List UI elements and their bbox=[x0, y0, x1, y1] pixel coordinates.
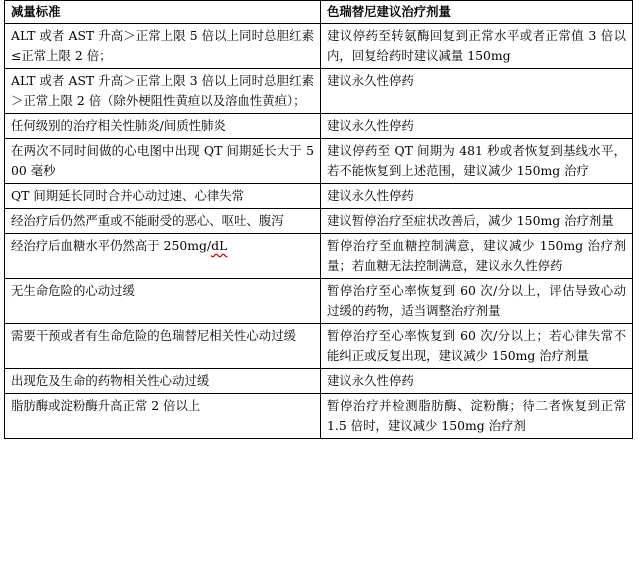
table-row bbox=[5, 209, 633, 234]
recommendation-cell: 建议永久性停药 bbox=[321, 184, 633, 209]
header-recommended-dose: 色瑞替尼建议治疗剂量 bbox=[321, 1, 633, 24]
spellcheck-underlined-unit: dL bbox=[211, 238, 228, 253]
table-row bbox=[5, 139, 633, 184]
recommendation-cell: 建议永久性停药 bbox=[321, 69, 633, 114]
table-row bbox=[5, 394, 633, 439]
criterion-cell: 无生命危险的心动过缓 bbox=[5, 279, 321, 324]
recommendation-cell: 建议永久性停药 bbox=[321, 114, 633, 139]
recommendation-cell: 暂停治疗至心率恢复到 60 次/分以上，评估导致心动过缓的药物，适当调整治疗剂量 bbox=[321, 279, 633, 324]
table-row bbox=[5, 369, 633, 394]
recommendation-cell: 建议永久性停药 bbox=[321, 369, 633, 394]
table-row bbox=[5, 324, 633, 369]
criterion-cell: 出现危及生命的药物相关性心动过缓 bbox=[5, 369, 321, 394]
criterion-text: 经治疗后血糖水平仍然高于 250mg/ bbox=[11, 238, 212, 253]
table-row bbox=[5, 184, 633, 209]
header-criteria: 减量标准 bbox=[5, 1, 321, 24]
table-header-row bbox=[5, 1, 633, 24]
table-row bbox=[5, 279, 633, 324]
dose-reduction-table bbox=[4, 0, 633, 439]
recommendation-cell: 暂停治疗至心率恢复到 60 次/分以上；若心律失常不能纠正或反复出现，建议减少 150mg 治疗剂量 bbox=[321, 324, 633, 369]
criterion-cell: 需要干预或者有生命危险的色瑞替尼相关性心动过缓 bbox=[5, 324, 321, 369]
recommendation-cell: 暂停治疗并检测脂肪酶、淀粉酶；待二者恢复到正常 1.5 倍时，建议减少 150mg 治疗剂 bbox=[321, 394, 633, 439]
criterion-cell: 脂肪酶或淀粉酶升高正常 2 倍以上 bbox=[5, 394, 321, 439]
criterion-cell: ALT 或者 AST 升高＞正常上限 3 倍以上同时总胆红素＞正常上限 2 倍（除外梗阻性黄疸以及溶血性黄疸）； bbox=[5, 69, 321, 114]
criterion-cell bbox=[5, 234, 321, 279]
criterion-cell: QT 间期延长同时合并心动过速、心律失常 bbox=[5, 184, 321, 209]
recommendation-cell: 暂停治疗至血糖控制满意，建议减少 150mg 治疗剂量；若血糖无法控制满意，建议永久性停药 bbox=[321, 234, 633, 279]
criterion-cell: 任何级别的治疗相关性肺炎/间质性肺炎 bbox=[5, 114, 321, 139]
table-row bbox=[5, 69, 633, 114]
recommendation-cell: 建议停药至 QT 间期为 481 秒或者恢复到基线水平，若不能恢复到上述范围，建议减少 150mg 治疗 bbox=[321, 139, 633, 184]
recommendation-cell: 建议暂停治疗至症状改善后，减少 150mg 治疗剂量 bbox=[321, 209, 633, 234]
table-row bbox=[5, 114, 633, 139]
table-row bbox=[5, 24, 633, 69]
criterion-cell: 经治疗后仍然严重或不能耐受的恶心、呕吐、腹泻 bbox=[5, 209, 321, 234]
criterion-cell: ALT 或者 AST 升高＞正常上限 5 倍以上同时总胆红素≤正常上限 2 倍； bbox=[5, 24, 321, 69]
recommendation-cell: 建议停药至转氨酶回复到正常水平或者正常值 3 倍以内，回复给药时建议减量 150mg bbox=[321, 24, 633, 69]
table-row bbox=[5, 234, 633, 279]
criterion-cell: 在两次不同时间做的心电图中出现 QT 间期延长大于 500 毫秒 bbox=[5, 139, 321, 184]
